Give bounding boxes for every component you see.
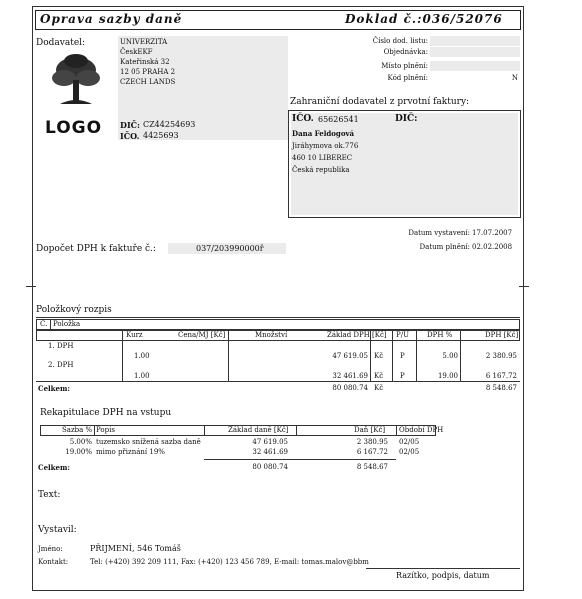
item-row-dph-pct: 5.00 [442,352,458,360]
recap-col-tax: Daň [Kč] [354,426,386,434]
item-row-pu: P [400,372,405,380]
item-row-name: DPH [57,342,74,350]
supplier-address [120,37,175,87]
items-col-dph-pct: DPH % [427,331,453,339]
recap-col-base: Základ daně [Kč] [228,426,289,434]
supplier-line: Kateřinská 32 [120,58,170,66]
logo-text: LOGO [45,118,103,138]
items-col-no: Č. [40,320,48,328]
supplier-label: Dodavatel: [36,38,86,48]
invoice-reference-value: 037/203990000ř [196,244,264,253]
invoice-reference-label: Dopočet DPH k faktuře č.: [36,244,156,254]
recap-row-period: 02/05 [399,438,420,446]
foreign-supplier-heading: Zahraniční dodavatel z prvotní faktury: [290,97,470,107]
issuer-contact-label: Kontakt: [38,558,69,566]
recap-total-base: 80 080.74 [252,463,288,471]
items-col-unit-price: Cena/MJ [Kč] [178,331,226,339]
recap-row-rate: 19.00% [65,448,92,456]
supply-code-value: N [511,74,518,82]
col-sep [396,425,397,436]
supplier-line: UNIVERZITA [120,38,168,46]
items-col-dph: DPH [Kč] [485,331,519,339]
col-sep [122,341,123,381]
tree-logo-icon [48,52,104,110]
recap-total-label: Celkem: [38,463,70,472]
issue-date-value: 17.07.2007 [472,229,513,237]
items-total-dph: 8 548.67 [485,384,517,392]
col-sep [228,341,229,381]
recap-row-period: 02/05 [399,448,420,456]
signature-caption: Razítko, podpis, datum [396,571,490,580]
item-row-rate: 1.00 [134,352,150,360]
recap-col-desc: Popis [96,426,115,434]
col-sep [370,341,371,381]
fold-mark-left [26,286,36,287]
issuer-name-label: Jméno: [38,545,63,553]
recap-total-line [204,459,396,460]
col-sep [460,330,461,341]
item-row-pu: P [400,352,405,360]
items-total-label: Celkem: [38,384,70,393]
order-field [430,47,520,57]
items-col-qty: Množství [255,331,288,339]
col-sep [370,330,371,341]
recap-row-desc: mimo přiznání 19% [96,448,165,456]
supplier-dic-label: DIČ: [120,120,140,130]
item-row-dph-pct: 19.00 [437,372,458,380]
recap-col-period: Období DPH [399,426,444,434]
items-total-currency: Kč [374,384,384,392]
text-label: Text: [38,490,61,500]
col-sep [204,425,205,436]
item-row-name: DPH [57,361,74,369]
item-row-currency: Kč [374,372,384,380]
foreign-address [292,128,358,176]
items-header-sep [50,319,51,330]
item-row-no: 1. [48,342,55,350]
foreign-ico-value: 65626541 [318,115,359,124]
recap-total-tax: 8 548.67 [356,463,388,471]
issue-date-label: Datum vystavení: [408,229,470,237]
item-row-base: 47 619.05 [332,352,368,360]
item-row-no: 2. [48,361,55,369]
foreign-line: 460 10 LIBEREC [292,154,353,162]
recap-heading: Rekapitulace DPH na vstupu [40,408,172,418]
items-total-line [36,381,520,382]
foreign-line: Jiráhymova ok.776 [292,142,359,150]
col-sep [460,341,461,381]
items-header-row1 [36,319,520,330]
items-col-pu: P/U [396,331,409,339]
items-heading: Položkový rozpis [36,305,112,315]
items-col-base: Základ DPH [327,331,370,339]
supplier-ico-label: IČO. [120,131,140,141]
items-total-base: 80 080.74 [332,384,368,392]
supplier-line: CZECH LANDS [120,78,176,86]
signature-line [366,568,520,569]
item-row-dph: 6 167.72 [485,372,517,380]
item-row-currency: Kč [374,352,384,360]
order-label: Objednávka: [383,48,428,56]
place-label: Místo plnění: [381,62,428,70]
col-sep [392,330,393,341]
items-col-rate: Kurz [126,331,143,339]
delivery-note-label: Číslo dod. listu: [372,37,428,45]
col-sep [94,425,95,436]
place-field [430,61,520,71]
items-col-item: Položka [53,320,81,328]
supplier-line: ČeskEKF [120,48,153,56]
recap-col-rate: Sazba % [62,426,93,434]
document-title: Oprava sazby daně [40,12,183,26]
supplier-ico-value: 4425693 [143,131,179,140]
col-sep [416,330,417,341]
issuer-label: Vystavil: [38,525,77,535]
col-sep [392,341,393,381]
recap-row-base: 32 461.69 [252,448,288,456]
recap-row-rate: 5.00% [69,438,92,446]
items-divider [36,317,520,318]
fold-mark-right [519,286,529,287]
supplier-line: 12 05 PRAHA 2 [120,68,176,76]
items-col-currency: [Kč] [372,331,387,339]
col-sep [122,330,123,341]
col-sep [228,330,229,341]
recap-row-tax: 2 380.95 [356,438,388,446]
col-sep [296,425,297,436]
document-number: Doklad č.:036/52076 [345,12,503,26]
item-row-base: 32 461.69 [332,372,368,380]
col-sep [416,341,417,381]
item-row-rate: 1.00 [134,372,150,380]
supply-date-value: 02.02.2008 [472,243,513,251]
foreign-line: Dana Feldogová [292,129,355,138]
recap-row-desc: tuzemsko snížená sazba daně [96,438,201,446]
recap-row-tax: 6 167.72 [356,448,388,456]
delivery-note-field [430,36,520,46]
recap-row-base: 47 619.05 [252,438,288,446]
supply-date-label: Datum plnění: [419,243,470,251]
foreign-ico-label: IČO. [292,114,314,124]
issuer-contact-value: Tel: (+420) 392 209 111, Fax: (+420) 123 456 789, E-mail: tomas.malov@bbm [90,558,369,566]
foreign-dic-label: DIČ: [395,114,418,124]
issuer-name-value: PŘIJMENÍ, 546 Tomáš [90,544,181,553]
supplier-dic-value: CZ44254693 [143,120,196,129]
item-row-dph: 2 380.95 [485,352,517,360]
foreign-line: Česká republika [292,166,350,174]
supply-code-label: Kód plnění: [387,74,428,82]
